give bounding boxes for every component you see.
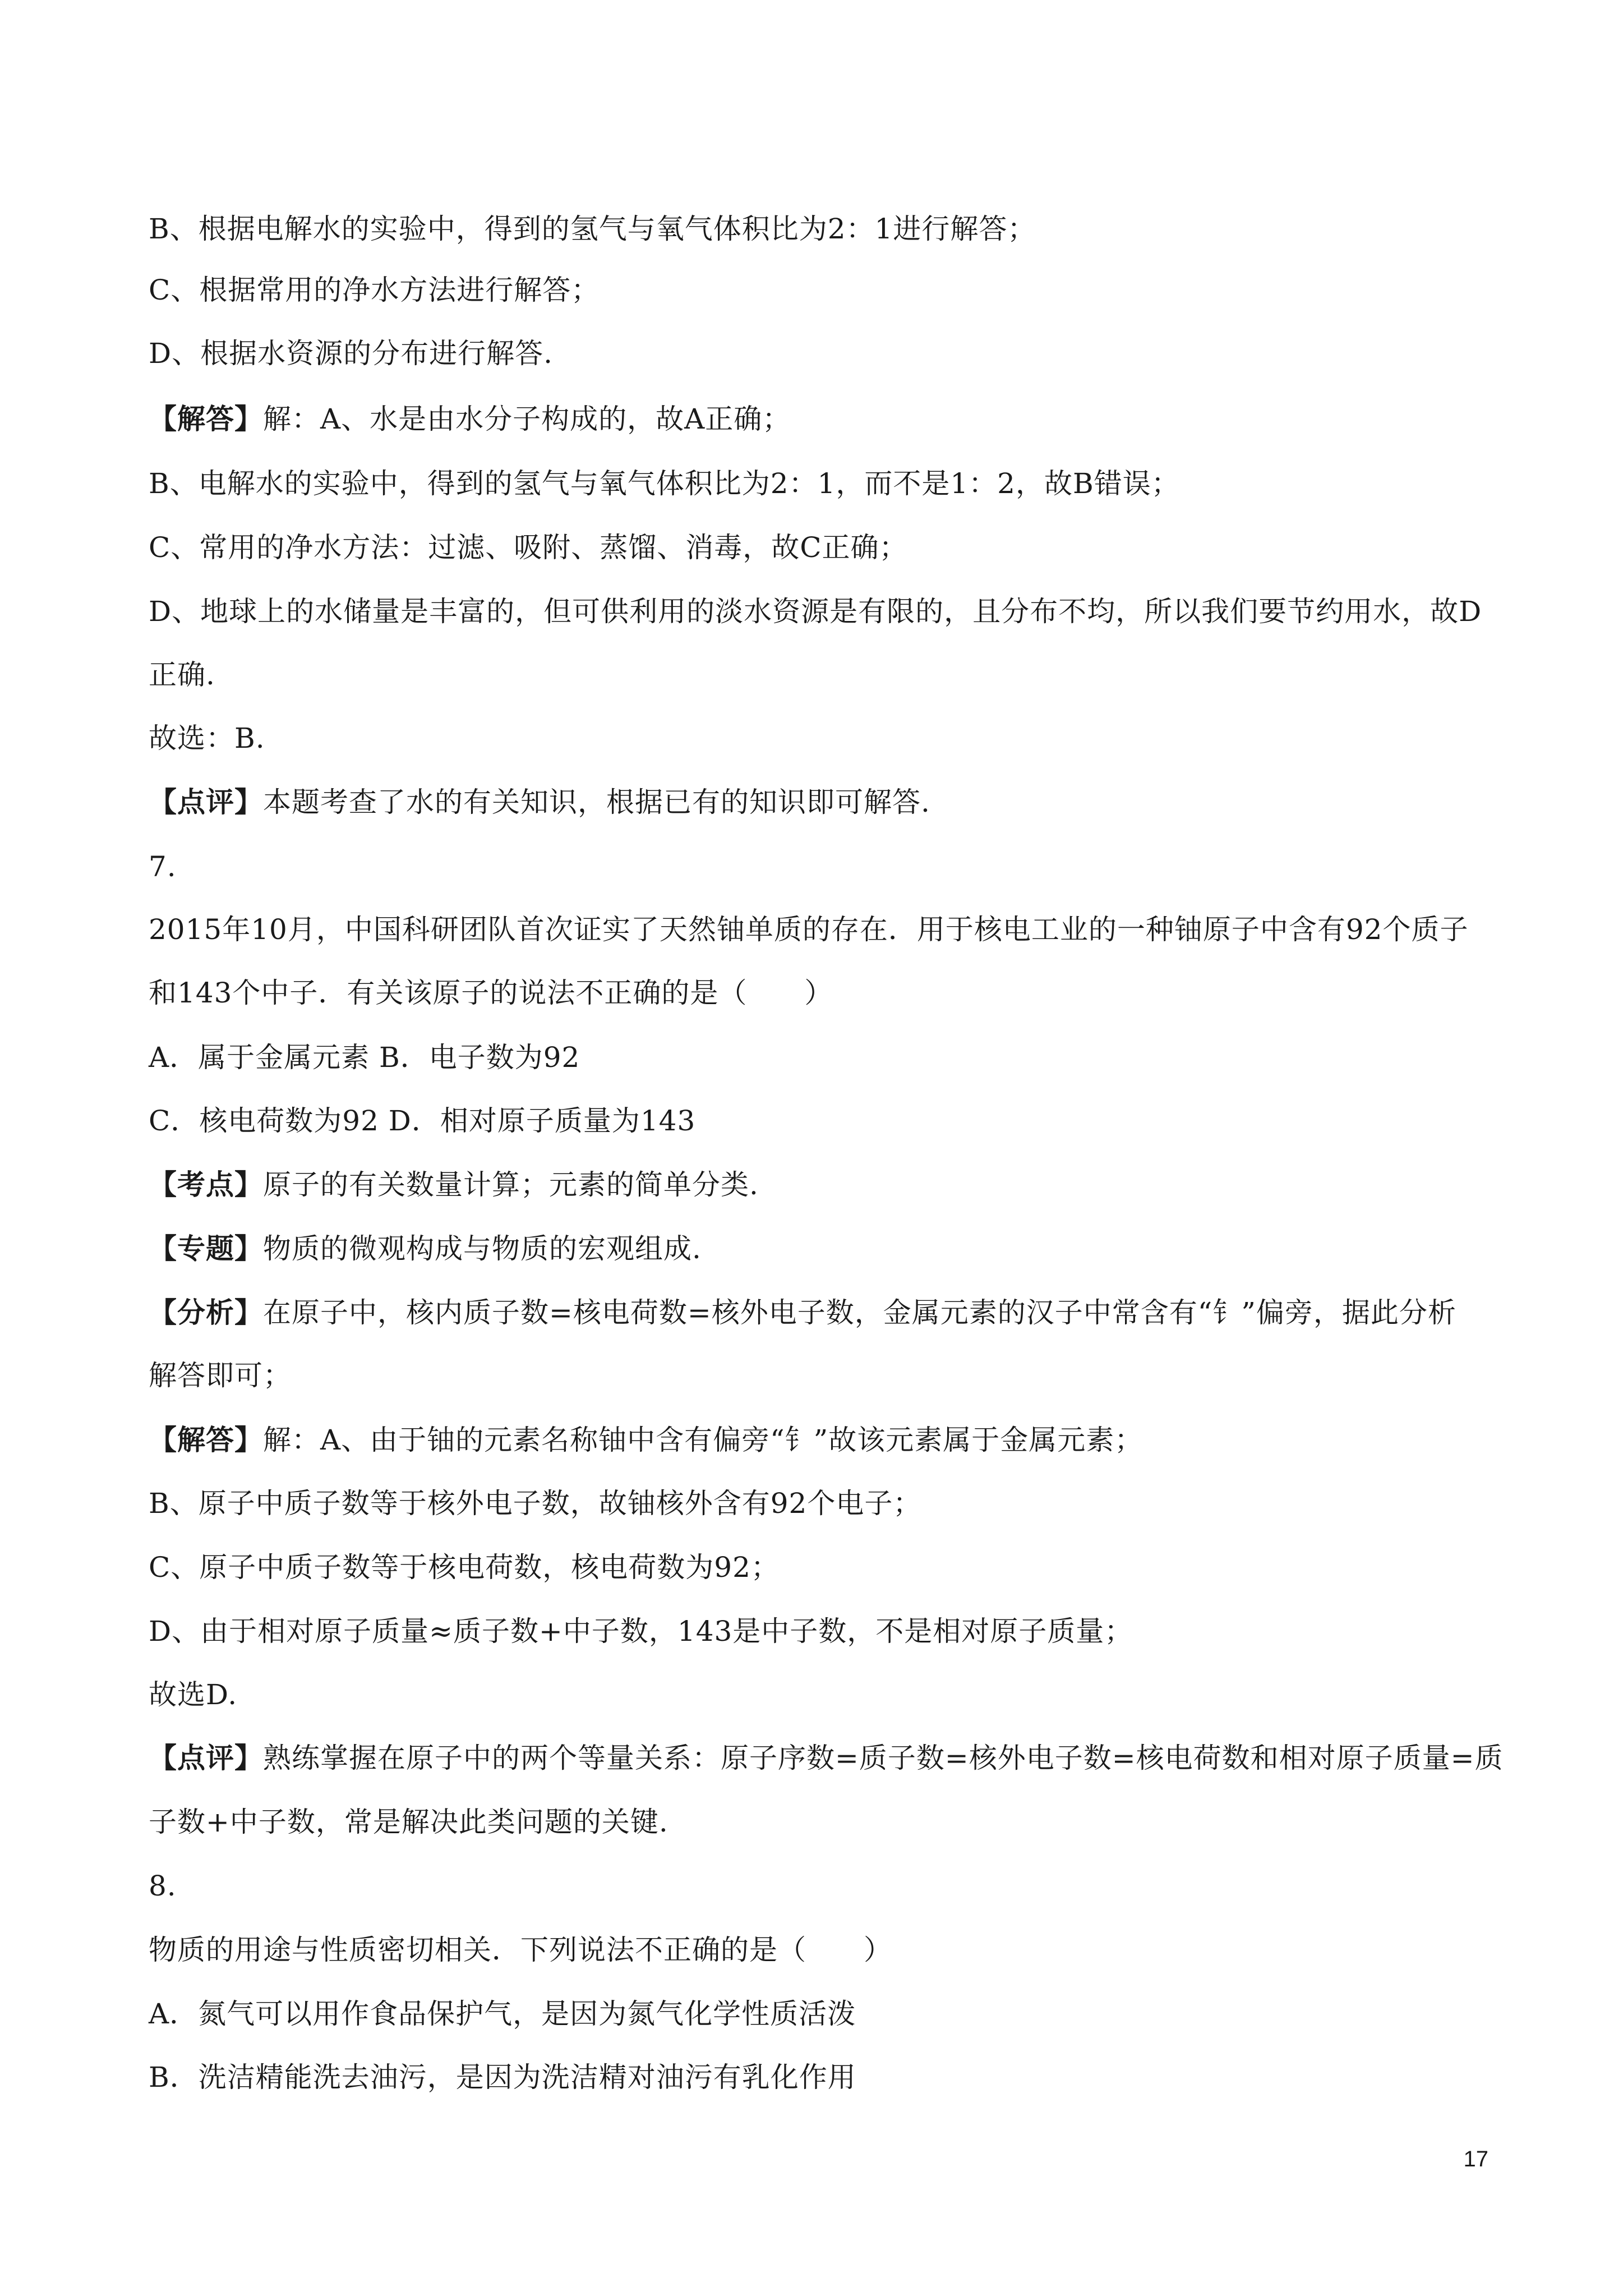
line-7: 正确. <box>149 659 215 691</box>
line-5: C、常用的净水方法：过滤、吸附、蒸馏、消毒，故C正确； <box>149 531 908 564</box>
line-14: C．核电荷数为92 D．相对原子质量为143 <box>149 1105 696 1137</box>
line-2: D、根据水资源的分布进行解答. <box>149 337 553 370</box>
line-26: 8. <box>149 1870 177 1902</box>
line-9: 【点评】本题考查了水的有关知识，根据已有的知识即可解答. <box>149 785 930 818</box>
line-23: 故选D. <box>149 1678 238 1711</box>
line-0: B、根据电解水的实验中，得到的氢气与氧气体积比为2：1进行解答； <box>149 213 1036 245</box>
line-28: A．氮气可以用作食品保护气，是因为氮气化学性质活泼 <box>149 1998 856 2030</box>
line-24: 【点评】熟练掌握在原子中的两个等量关系：原子序数=质子数=核外电子数=核电荷数和相对原子质量=质 <box>149 1741 1504 1774</box>
line-15: 【考点】原子的有关数量计算；元素的简单分类. <box>149 1168 759 1201</box>
line-10: 7. <box>149 850 177 883</box>
line-8: 故选：B. <box>149 722 265 754</box>
line-29: B．洗洁精能洗去油污，是因为洗洁精对油污有乳化作用 <box>149 2061 856 2093</box>
line-25: 子数+中子数，常是解决此类问题的关键. <box>149 1806 668 1838</box>
line-6: D、地球上的水储量是丰富的，但可供利用的淡水资源是有限的，且分布不均，所以我们要节约用水，故D <box>149 595 1482 628</box>
line-4: B、电解水的实验中，得到的氢气与氧气体积比为2：1，而不是1：2，故B错误； <box>149 467 1180 500</box>
line-20: B、原子中质子数等于核外电子数，故铀核外含有92个电子； <box>149 1487 922 1520</box>
line-21: C、原子中质子数等于核电荷数，核电荷数为92； <box>149 1551 780 1584</box>
line-19: 【解答】解：A、由于铀的元素名称铀中含有偏旁“钅”故该元素属于金属元素； <box>149 1423 1144 1456</box>
line-1: C、根据常用的净水方法进行解答； <box>149 274 600 306</box>
line-11: 2015年10月，中国科研团队首次证实了天然铀单质的存在．用于核电工业的一种铀原子中含有92个质子 <box>149 913 1469 946</box>
line-12: 和143个中子．有关该原子的说法不正确的是（ ） <box>149 977 833 1009</box>
line-13: A．属于金属元素 B．电子数为92 <box>149 1041 580 1074</box>
line-17: 【分析】在原子中，核内质子数=核电荷数=核外电子数，金属元素的汉子中常含有“钅”偏旁，据此分析 <box>149 1296 1456 1329</box>
line-16: 【专题】物质的微观构成与物质的宏观组成. <box>149 1232 702 1265</box>
page-number: 17 <box>1463 2147 1488 2171</box>
line-3: 【解答】解：A、水是由水分子构成的，故A正确； <box>149 402 791 435</box>
line-18: 解答即可； <box>149 1359 292 1392</box>
line-22: D、由于相对原子质量≈质子数+中子数，143是中子数，不是相对原子质量； <box>149 1615 1133 1648</box>
line-27: 物质的用途与性质密切相关．下列说法不正确的是（ ） <box>149 1934 892 1966</box>
